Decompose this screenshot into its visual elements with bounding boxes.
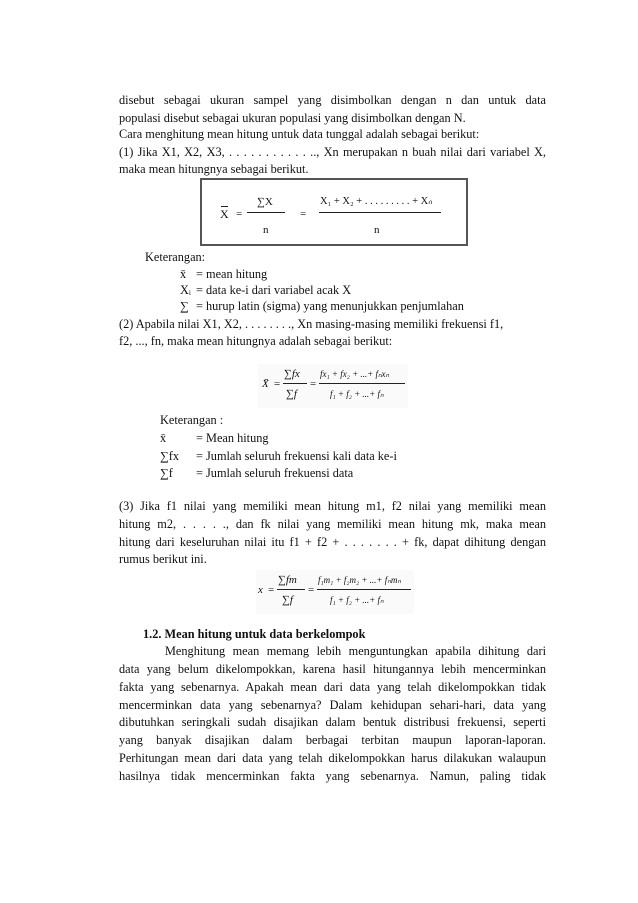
paragraph-line: Cara menghitung mean hitung untuk data tunggal adalah sebagai berikut:: [119, 127, 480, 141]
numerator-expansion: f₁m₁ + f₂m₂ + ...+ fₙmₙ: [318, 575, 401, 585]
fraction-bar: [247, 212, 285, 213]
paragraph-line: (2) Apabila nilai X1, X2, . . . . . . . ., Xn masing-masing memiliki frekuensi f1,: [119, 317, 504, 331]
paragraph-line: rumus berikut ini.: [119, 552, 207, 566]
keterangan-title: Keterangan:: [145, 250, 206, 264]
formula-combined-mean: [256, 570, 414, 614]
paragraph-line: disebut sebagai ukuran sampel yang disimbolkan dengan n dan untuk data: [119, 93, 546, 107]
legend-symbol: Xᵢ: [180, 283, 191, 297]
paragraph-line: (1) Jika X1, X2, X3, . . . . . . . . . . . .., Xn merupakan n buah nilai dari variabel X,: [119, 145, 546, 159]
fraction-bar: [277, 589, 305, 590]
legend-description: = Jumlah seluruh frekuensi data: [196, 466, 354, 480]
equals-sign: =: [236, 208, 243, 220]
paragraph-line: hitung m2, . . . . ., dan fk nilai yang memiliki mean hitung mk, maka mean: [119, 517, 546, 531]
paragraph-line: mencerminkan data yang sebenarnya? Dalam kehidupan sehari-hari, data yang: [119, 698, 546, 712]
numerator-expansion: fx₁ + fx₂ + ...+ fₙxₙ: [320, 369, 390, 379]
paragraph-line: f2, ..., fn, maka mean hitungnya adalah sebagai berikut:: [119, 334, 393, 348]
denominator-expansion: f₁ + f₂ + ...+ fₙ: [330, 389, 384, 399]
paragraph-line: maka mean hitungnya sebagai berikut.: [119, 162, 309, 176]
numerator-sum-fx: ∑fx: [284, 368, 300, 380]
denominator-n: n: [263, 224, 269, 236]
paragraph-line: data yang belum dikelompokkan, karena hasil hitungannya lebih mencerminkan: [119, 662, 546, 676]
fraction-bar: [319, 383, 405, 384]
paragraph-line: hitung dari keseluruhan nilai itu f1 + f2 + . . . . . . . + fk, dapat dihitung dengan: [119, 535, 546, 549]
fraction-bar: [283, 383, 307, 384]
legend-description: = data ke-i dari variabel acak X: [196, 283, 352, 297]
formula-mean-frequency: [258, 364, 408, 408]
paragraph-line: Perhitungan mean dari data yang telah dikelompokkan harus dilakukan walaupun: [119, 751, 546, 765]
denominator-expansion: f₁ + f₂ + ...+ fₙ: [330, 595, 384, 605]
formula-mean-single: [200, 178, 468, 246]
equals-sign: =: [300, 208, 307, 220]
denominator-sum-f: ∑f: [282, 594, 293, 606]
legend-description: = Jumlah seluruh frekuensi kali data ke-i: [196, 449, 397, 463]
legend-symbol: x̄: [160, 431, 167, 445]
equals-sign: =: [308, 584, 315, 596]
paragraph-line: hasilnya tidak mencerminkan fakta yang sebenarnya. Namun, paling tidak: [119, 769, 546, 783]
overline: [221, 206, 228, 207]
equals-sign: =: [268, 584, 275, 596]
equals-sign: =: [310, 378, 317, 390]
keterangan-title: Keterangan :: [160, 413, 224, 427]
legend-description: = Mean hitung: [196, 431, 269, 445]
paragraph-line: populasi disebut sebagai ukuran populasi yang disimbolkan dengan N.: [119, 111, 466, 125]
legend-description: = mean hitung: [196, 267, 268, 281]
legend-symbol: ∑fx: [160, 449, 180, 463]
fraction-bar: [319, 212, 441, 213]
xbar-symbol: X̄: [262, 378, 269, 390]
paragraph-line: Menghitung mean memang lebih menguntungkan apabila dihitung dari: [165, 644, 546, 658]
section-heading: 1.2. Mean hitung untuk data berkelompok: [143, 627, 366, 641]
denominator-sum-f: ∑f: [286, 388, 297, 400]
legend-description: = hurup latin (sigma) yang menunjukkan penjumlahan: [196, 299, 464, 313]
paragraph-line: dibutuhkan seringkali sudah disajikan dalam bentuk distribusi frekuensi, seperti: [119, 715, 546, 729]
numerator-sum-fm: ∑fm: [278, 574, 297, 586]
paragraph-line: yang banyak disajikan dalam berbagai terbitan maupun laporan-laporan.: [119, 733, 546, 747]
equals-sign: =: [274, 378, 281, 390]
numerator-expansion: X₁ + X₂ + . . . . . . . . . + Xₙ: [320, 196, 433, 207]
paragraph-line: fakta yang sebenarnya. Apakah mean dari data yang telah dikelompokkan tidak: [119, 680, 546, 694]
denominator-n: n: [374, 224, 380, 236]
paragraph-line: (3) Jika f1 nilai yang memiliki mean hitung m1, f2 nilai yang memiliki mean: [119, 499, 546, 513]
legend-symbol: x̄: [180, 267, 187, 281]
numerator-sum-x: ∑X: [257, 196, 273, 208]
x-symbol: x: [258, 584, 263, 596]
legend-symbol: ∑: [180, 299, 189, 313]
xbar-symbol: X: [220, 207, 229, 221]
legend-symbol: ∑f: [160, 466, 173, 480]
fraction-bar: [317, 589, 411, 590]
